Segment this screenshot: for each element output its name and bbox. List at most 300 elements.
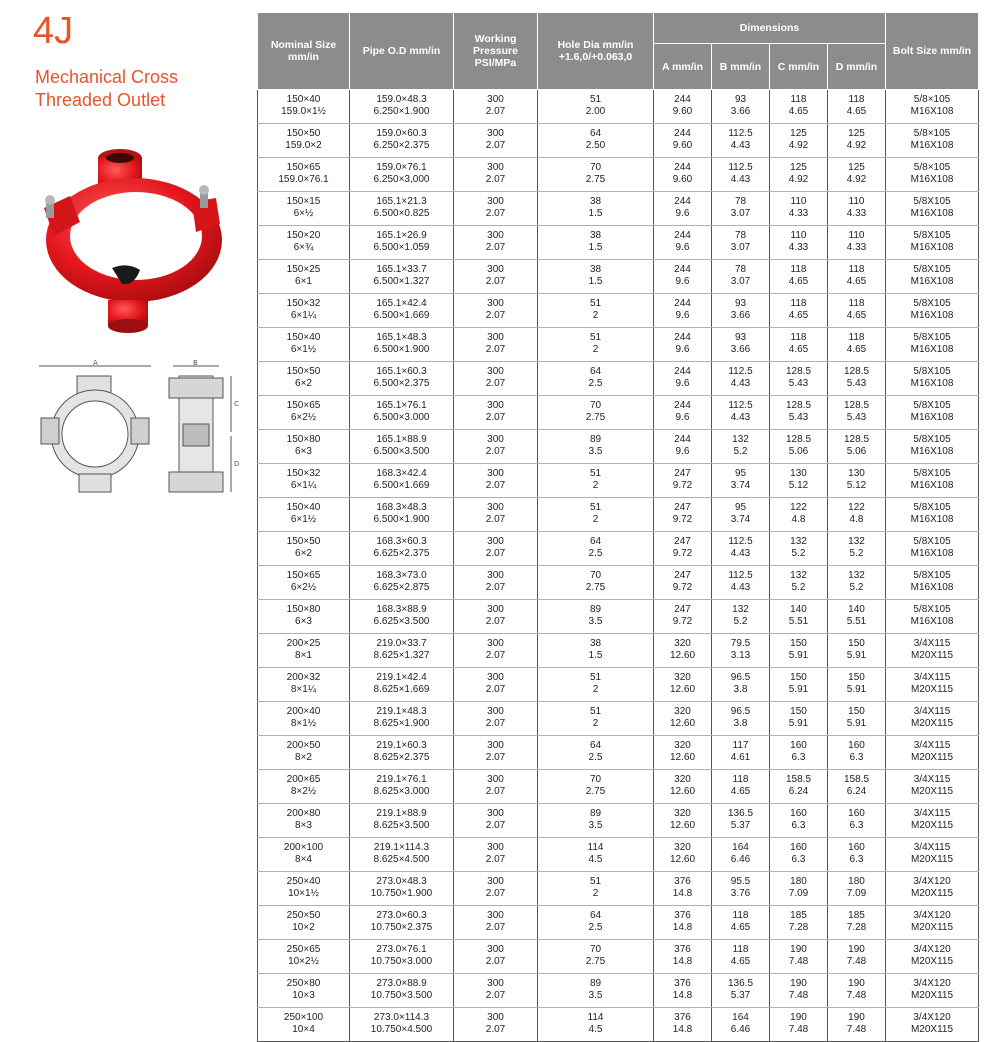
dim-c-mm: 190 xyxy=(790,978,807,989)
table-row xyxy=(258,362,979,396)
dim-a-mm: 247 xyxy=(674,604,691,615)
dim-a-in: 9.6 xyxy=(675,276,690,287)
cell-working-pressure xyxy=(454,600,538,634)
bolt-size-in: M16X108 xyxy=(910,378,954,389)
table-row xyxy=(258,260,979,294)
dim-b-mm: 95 xyxy=(734,502,747,513)
table-row xyxy=(258,464,979,498)
cell-hole-dia xyxy=(538,260,654,294)
cell-working-pressure xyxy=(454,634,538,668)
dim-c-in: 4.92 xyxy=(788,174,809,185)
dim-a-in: 14.8 xyxy=(672,956,693,967)
table-row xyxy=(258,634,979,668)
cell-hole-dia xyxy=(538,226,654,260)
dim-d-in: 6.24 xyxy=(846,786,867,797)
nominal-size-in: 10×2 xyxy=(292,922,315,933)
dim-d-in: 5.91 xyxy=(846,684,867,695)
dim-a-mm: 244 xyxy=(674,196,691,207)
cell-dim-d xyxy=(828,328,886,362)
hole-dia-in: 2.5 xyxy=(588,922,603,933)
cell-pipe-od xyxy=(350,158,454,192)
dim-a-in: 9.6 xyxy=(675,378,690,389)
cell-bolt-size xyxy=(886,804,979,838)
nominal-size-in: 10×3 xyxy=(292,990,315,1001)
dim-b-in: 3.8 xyxy=(733,684,748,695)
cell-dim-b xyxy=(712,430,770,464)
dim-a-mm: 247 xyxy=(674,502,691,513)
dim-b-mm: 164 xyxy=(732,1012,749,1023)
dim-d-in: 4.92 xyxy=(846,174,867,185)
cell-bolt-size xyxy=(886,600,979,634)
working-pressure-in: 2.07 xyxy=(485,854,506,865)
cell-bolt-size xyxy=(886,736,979,770)
nominal-size-mm: 150×20 xyxy=(286,230,321,241)
working-pressure-in: 2.07 xyxy=(485,956,506,967)
nominal-size-in: 6×1¼ xyxy=(290,480,317,491)
cell-working-pressure xyxy=(454,294,538,328)
dim-d-in: 6.3 xyxy=(849,752,864,763)
dim-d-mm: 150 xyxy=(848,706,865,717)
nominal-size-mm: 150×50 xyxy=(286,366,321,377)
dim-a-in: 14.8 xyxy=(672,888,693,899)
dim-d-mm: 190 xyxy=(848,944,865,955)
header-pipe-od: Pipe O.D mm/in xyxy=(350,13,454,90)
dim-a-in: 9.72 xyxy=(672,582,693,593)
pipe-od-in: 6.625×2.375 xyxy=(373,548,430,559)
dim-d-in: 5.43 xyxy=(846,378,867,389)
header-bolt-size: Bolt Size mm/in xyxy=(886,13,979,90)
nominal-size-in: 6×3 xyxy=(295,616,312,627)
bolt-size-in: M20X115 xyxy=(910,650,954,661)
nominal-size-mm: 150×80 xyxy=(286,604,321,615)
cell-dim-b xyxy=(712,634,770,668)
hole-dia-in: 2.75 xyxy=(585,956,606,967)
pipe-od-mm: 165.1×21.3 xyxy=(376,196,427,207)
working-pressure-in: 2.07 xyxy=(485,446,506,457)
pipe-od-in: 6.625×3.500 xyxy=(373,616,430,627)
cell-dim-b xyxy=(712,736,770,770)
product-panel xyxy=(0,0,255,1035)
dim-b-in: 3.07 xyxy=(730,276,751,287)
cell-dim-a xyxy=(654,736,712,770)
cell-hole-dia xyxy=(538,702,654,736)
cell-hole-dia xyxy=(538,396,654,430)
cell-nominal-size xyxy=(258,770,350,804)
cell-hole-dia xyxy=(538,532,654,566)
pipe-od-mm: 159.0×60.3 xyxy=(376,128,427,139)
dim-d-mm: 132 xyxy=(848,536,865,547)
dim-c-in: 7.48 xyxy=(788,990,809,1001)
cell-dim-d xyxy=(828,532,886,566)
pipe-od-in: 10.750×3.000 xyxy=(370,956,433,967)
dim-c-mm: 110 xyxy=(790,196,807,207)
cell-dim-c xyxy=(770,430,828,464)
nominal-size-in: 10×4 xyxy=(292,1024,315,1035)
dim-a-mm: 320 xyxy=(674,638,691,649)
dim-c-mm: 125 xyxy=(790,128,807,139)
cell-pipe-od xyxy=(350,634,454,668)
cell-pipe-od xyxy=(350,192,454,226)
dim-d-mm: 125 xyxy=(848,162,865,173)
working-pressure-mm: 300 xyxy=(487,128,504,139)
cell-dim-a xyxy=(654,702,712,736)
working-pressure-in: 2.07 xyxy=(485,548,506,559)
dim-c-mm: 160 xyxy=(790,808,807,819)
dim-c-in: 5.51 xyxy=(788,616,809,627)
cell-dim-d xyxy=(828,906,886,940)
cell-hole-dia xyxy=(538,940,654,974)
dim-b-mm: 118 xyxy=(732,910,749,921)
cell-dim-c xyxy=(770,1008,828,1042)
cell-working-pressure xyxy=(454,396,538,430)
working-pressure-mm: 300 xyxy=(487,264,504,275)
cell-dim-b xyxy=(712,940,770,974)
dim-b-mm: 95.5 xyxy=(730,876,751,887)
cell-bolt-size xyxy=(886,634,979,668)
cell-nominal-size xyxy=(258,872,350,906)
cell-dim-d xyxy=(828,294,886,328)
dim-b-in: 3.8 xyxy=(733,718,748,729)
bolt-size-in: M16X108 xyxy=(910,106,954,117)
bolt-size-in: M16X108 xyxy=(910,276,954,287)
bolt-size-in: M20X115 xyxy=(910,922,954,933)
bolt-size-mm: 3/4X115 xyxy=(913,638,951,649)
cell-nominal-size xyxy=(258,1008,350,1042)
pipe-od-mm: 168.3×73.0 xyxy=(376,570,427,581)
cell-dim-c xyxy=(770,158,828,192)
dim-b-in: 4.43 xyxy=(730,582,751,593)
nominal-size-mm: 200×80 xyxy=(286,808,321,819)
hole-dia-in: 4.5 xyxy=(588,1024,603,1035)
cell-dim-c xyxy=(770,532,828,566)
cell-hole-dia xyxy=(538,974,654,1008)
pipe-od-in: 8.625×3.500 xyxy=(373,820,430,831)
bolt-size-mm: 3/4X115 xyxy=(913,842,951,853)
cell-pipe-od xyxy=(350,566,454,600)
cell-dim-d xyxy=(828,566,886,600)
spec-table xyxy=(257,12,979,1042)
mechanical-cross-photo-icon xyxy=(24,140,234,350)
nominal-size-mm: 250×40 xyxy=(286,876,321,887)
cell-pipe-od xyxy=(350,1008,454,1042)
nominal-size-in: 159.0×1½ xyxy=(281,106,326,117)
dim-b-mm: 117 xyxy=(732,740,749,751)
bolt-size-mm: 5/8X105 xyxy=(913,332,951,343)
hole-dia-in: 2 xyxy=(592,344,599,355)
cell-dim-b xyxy=(712,770,770,804)
hole-dia-mm: 51 xyxy=(589,468,602,479)
dim-a-in: 12.60 xyxy=(669,718,696,729)
working-pressure-mm: 300 xyxy=(487,502,504,513)
dim-b-mm: 136.5 xyxy=(727,808,754,819)
dim-a-in: 9.72 xyxy=(672,514,693,525)
bolt-size-mm: 5/8×105 xyxy=(913,128,951,139)
dim-c-in: 4.92 xyxy=(788,140,809,151)
cell-dim-b xyxy=(712,600,770,634)
cell-bolt-size xyxy=(886,906,979,940)
bolt-size-mm: 5/8X105 xyxy=(913,298,951,309)
working-pressure-mm: 300 xyxy=(487,672,504,683)
cell-bolt-size xyxy=(886,940,979,974)
dim-b-in: 5.2 xyxy=(733,446,748,457)
working-pressure-in: 2.07 xyxy=(485,514,506,525)
cell-pipe-od xyxy=(350,872,454,906)
working-pressure-in: 2.07 xyxy=(485,344,506,355)
cell-pipe-od xyxy=(350,328,454,362)
cell-dim-a xyxy=(654,124,712,158)
pipe-od-in: 10.750×1.900 xyxy=(370,888,433,899)
cell-dim-d xyxy=(828,90,886,124)
cell-working-pressure xyxy=(454,872,538,906)
working-pressure-mm: 300 xyxy=(487,740,504,751)
cell-dim-a xyxy=(654,600,712,634)
dim-b-mm: 118 xyxy=(732,774,749,785)
cell-dim-d xyxy=(828,362,886,396)
hole-dia-in: 1.5 xyxy=(588,276,603,287)
cell-hole-dia xyxy=(538,124,654,158)
hole-dia-mm: 64 xyxy=(589,366,602,377)
cell-nominal-size xyxy=(258,668,350,702)
hole-dia-in: 2.5 xyxy=(588,378,603,389)
pipe-od-in: 6.500×2.375 xyxy=(373,378,430,389)
dim-a-mm: 320 xyxy=(674,740,691,751)
pipe-od-in: 6.500×1.900 xyxy=(373,344,430,355)
bolt-size-in: M20X115 xyxy=(910,956,954,967)
working-pressure-in: 2.07 xyxy=(485,650,506,661)
bolt-size-in: M20X115 xyxy=(910,786,954,797)
cell-bolt-size xyxy=(886,260,979,294)
cell-dim-c xyxy=(770,906,828,940)
dim-d-in: 7.48 xyxy=(846,990,867,1001)
dim-b-in: 6.46 xyxy=(730,854,751,865)
hole-dia-in: 3.5 xyxy=(588,820,603,831)
pipe-od-mm: 159.0×48.3 xyxy=(376,94,427,105)
product-code: 4J xyxy=(33,10,74,52)
pipe-od-mm: 168.3×60.3 xyxy=(376,536,427,547)
dim-d-in: 4.92 xyxy=(846,140,867,151)
bolt-size-mm: 5/8×105 xyxy=(913,94,951,105)
hole-dia-mm: 51 xyxy=(589,502,602,513)
working-pressure-mm: 300 xyxy=(487,536,504,547)
cell-dim-c xyxy=(770,770,828,804)
cell-pipe-od xyxy=(350,668,454,702)
hole-dia-in: 2 xyxy=(592,310,599,321)
working-pressure-in: 2.07 xyxy=(485,752,506,763)
nominal-size-mm: 150×80 xyxy=(286,434,321,445)
dim-b-mm: 79.5 xyxy=(730,638,751,649)
nominal-size-mm: 150×65 xyxy=(286,400,321,411)
hole-dia-in: 2.75 xyxy=(585,412,606,423)
cell-nominal-size xyxy=(258,328,350,362)
nominal-size-in: 6×1½ xyxy=(290,514,317,525)
cell-working-pressure xyxy=(454,124,538,158)
nominal-size-in: 8×1½ xyxy=(290,718,317,729)
dim-c-in: 7.48 xyxy=(788,956,809,967)
dimension-drawing-icon xyxy=(33,356,248,501)
cell-hole-dia xyxy=(538,872,654,906)
cell-bolt-size xyxy=(886,362,979,396)
cell-dim-d xyxy=(828,940,886,974)
dim-c-in: 6.3 xyxy=(791,854,806,865)
cell-hole-dia xyxy=(538,770,654,804)
bolt-size-in: M16X108 xyxy=(910,582,954,593)
dim-d-in: 5.43 xyxy=(846,412,867,423)
cell-dim-d xyxy=(828,872,886,906)
dim-a-mm: 320 xyxy=(674,842,691,853)
table-row xyxy=(258,430,979,464)
bolt-size-mm: 3/4X115 xyxy=(913,740,951,751)
cell-dim-d xyxy=(828,464,886,498)
cell-dim-b xyxy=(712,532,770,566)
dim-a-in: 12.60 xyxy=(669,650,696,661)
cell-hole-dia xyxy=(538,736,654,770)
dim-c-in: 5.43 xyxy=(788,378,809,389)
bolt-size-in: M20X115 xyxy=(910,820,954,831)
cell-dim-c xyxy=(770,124,828,158)
pipe-od-mm: 273.0×88.9 xyxy=(376,978,427,989)
cell-nominal-size xyxy=(258,260,350,294)
dim-d-mm: 130 xyxy=(848,468,865,479)
dim-b-mm: 112.5 xyxy=(728,536,753,547)
cell-dim-c xyxy=(770,634,828,668)
cell-nominal-size xyxy=(258,940,350,974)
cell-nominal-size xyxy=(258,498,350,532)
dim-c-mm: 150 xyxy=(790,706,807,717)
dim-a-in: 9.6 xyxy=(675,242,690,253)
working-pressure-in: 2.07 xyxy=(485,276,506,287)
cell-dim-c xyxy=(770,192,828,226)
working-pressure-in: 2.07 xyxy=(485,310,506,321)
pipe-od-mm: 165.1×33.7 xyxy=(376,264,427,275)
cell-hole-dia xyxy=(538,192,654,226)
cell-working-pressure xyxy=(454,668,538,702)
dim-c-in: 5.12 xyxy=(788,480,809,491)
nominal-size-mm: 250×50 xyxy=(286,910,321,921)
nominal-size-in: 8×2½ xyxy=(290,786,317,797)
dim-a-in: 12.60 xyxy=(669,684,696,695)
dim-a-in: 9.60 xyxy=(672,106,693,117)
dim-d-mm: 150 xyxy=(848,638,865,649)
cell-nominal-size xyxy=(258,192,350,226)
dim-d-in: 4.65 xyxy=(846,310,867,321)
dim-a-mm: 247 xyxy=(674,468,691,479)
dim-d-in: 7.09 xyxy=(846,888,867,899)
cell-dim-a xyxy=(654,464,712,498)
bolt-size-in: M16X108 xyxy=(910,140,954,151)
working-pressure-in: 2.07 xyxy=(485,616,506,627)
pipe-od-mm: 165.1×60.3 xyxy=(376,366,427,377)
hole-dia-mm: 64 xyxy=(589,128,602,139)
label-b: B xyxy=(193,359,198,367)
dim-d-in: 7.48 xyxy=(846,1024,867,1035)
cell-bolt-size xyxy=(886,872,979,906)
header-hole-dia: Hole Dia mm/in +1.6,0/+0.063,0 xyxy=(538,13,654,90)
cell-working-pressure xyxy=(454,226,538,260)
cell-nominal-size xyxy=(258,804,350,838)
dim-a-mm: 244 xyxy=(674,94,691,105)
dim-d-in: 6.3 xyxy=(849,854,864,865)
dim-d-mm: 118 xyxy=(848,94,865,105)
dim-b-mm: 136.5 xyxy=(727,978,754,989)
cell-pipe-od xyxy=(350,702,454,736)
working-pressure-mm: 300 xyxy=(487,808,504,819)
nominal-size-mm: 250×65 xyxy=(286,944,321,955)
table-row xyxy=(258,600,979,634)
cell-dim-b xyxy=(712,328,770,362)
cell-dim-d xyxy=(828,498,886,532)
dim-c-mm: 118 xyxy=(790,264,807,275)
hole-dia-mm: 64 xyxy=(589,740,602,751)
bolt-size-in: M16X108 xyxy=(910,344,954,355)
dim-b-mm: 78 xyxy=(734,230,747,241)
cell-dim-d xyxy=(828,804,886,838)
hole-dia-mm: 51 xyxy=(589,298,602,309)
hole-dia-mm: 70 xyxy=(589,774,602,785)
cell-bolt-size xyxy=(886,770,979,804)
hole-dia-in: 3.5 xyxy=(588,616,603,627)
cell-bolt-size xyxy=(886,90,979,124)
cell-dim-a xyxy=(654,362,712,396)
working-pressure-in: 2.07 xyxy=(485,582,506,593)
working-pressure-mm: 300 xyxy=(487,196,504,207)
dim-a-in: 14.8 xyxy=(672,1024,693,1035)
dim-b-in: 3.66 xyxy=(730,310,751,321)
dim-c-mm: 110 xyxy=(790,230,807,241)
nominal-size-mm: 150×15 xyxy=(286,196,321,207)
dim-a-mm: 244 xyxy=(674,332,691,343)
dim-c-mm: 160 xyxy=(790,842,807,853)
cell-bolt-size xyxy=(886,668,979,702)
dim-d-mm: 185 xyxy=(848,910,865,921)
cell-hole-dia xyxy=(538,804,654,838)
hole-dia-in: 4.5 xyxy=(588,854,603,865)
pipe-od-mm: 273.0×114.3 xyxy=(373,1012,430,1023)
cell-pipe-od xyxy=(350,600,454,634)
pipe-od-mm: 219.1×60.3 xyxy=(376,740,427,751)
nominal-size-mm: 250×80 xyxy=(286,978,321,989)
hole-dia-in: 2.75 xyxy=(585,582,606,593)
hole-dia-mm: 38 xyxy=(589,638,602,649)
cell-pipe-od xyxy=(350,974,454,1008)
cell-pipe-od xyxy=(350,124,454,158)
dim-a-in: 12.60 xyxy=(669,820,696,831)
cell-nominal-size xyxy=(258,600,350,634)
cell-dim-d xyxy=(828,192,886,226)
nominal-size-mm: 150×40 xyxy=(286,94,321,105)
cell-bolt-size xyxy=(886,838,979,872)
table-row xyxy=(258,294,979,328)
cell-bolt-size xyxy=(886,566,979,600)
nominal-size-in: 6×3 xyxy=(295,446,312,457)
pipe-od-mm: 165.1×76.1 xyxy=(376,400,427,411)
bolt-size-mm: 5/8X105 xyxy=(913,570,951,581)
dim-a-mm: 320 xyxy=(674,672,691,683)
bolt-size-mm: 5/8X105 xyxy=(913,400,951,411)
cell-bolt-size xyxy=(886,974,979,1008)
dim-a-in: 9.60 xyxy=(672,140,693,151)
pipe-od-mm: 273.0×76.1 xyxy=(376,944,427,955)
cell-dim-b xyxy=(712,872,770,906)
dim-d-mm: 190 xyxy=(848,978,865,989)
cell-dim-d xyxy=(828,668,886,702)
bolt-size-in: M16X108 xyxy=(910,208,954,219)
cell-working-pressure xyxy=(454,328,538,362)
working-pressure-mm: 300 xyxy=(487,876,504,887)
pipe-od-in: 8.625×3.000 xyxy=(373,786,430,797)
bolt-size-in: M16X108 xyxy=(910,310,954,321)
nominal-size-in: 6×1½ xyxy=(290,344,317,355)
dim-c-in: 5.06 xyxy=(788,446,809,457)
